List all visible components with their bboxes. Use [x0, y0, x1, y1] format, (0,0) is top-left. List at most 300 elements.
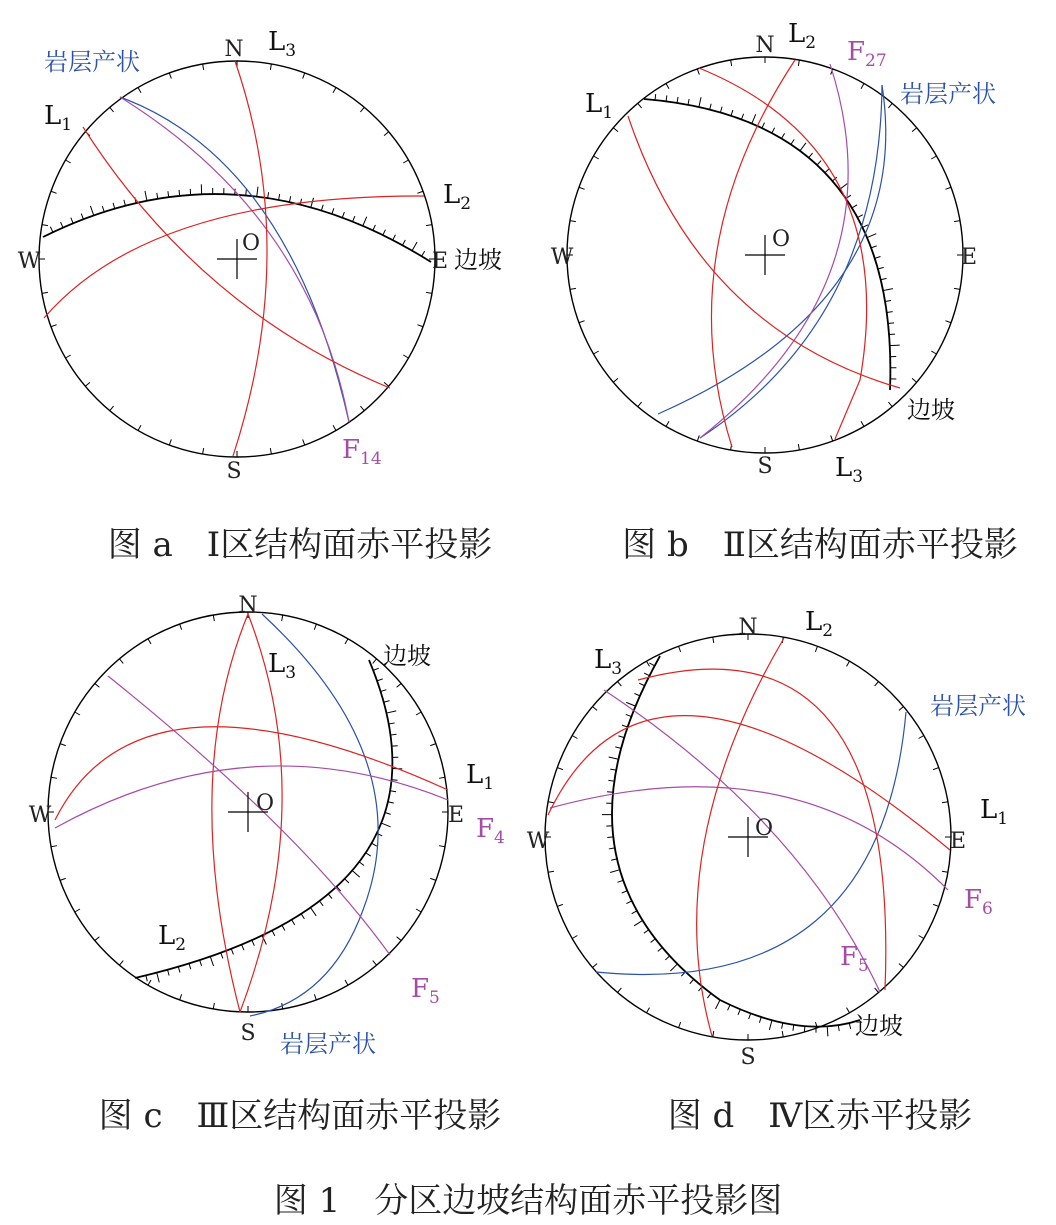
slope-hachure: [666, 95, 667, 101]
slope-hachure: [852, 205, 857, 208]
fault-great-circle: [604, 690, 880, 992]
perimeter-tick: [180, 624, 182, 630]
label-subscript: 14: [360, 449, 382, 469]
label-slope: [855, 1012, 903, 1040]
slope-hachure: [883, 289, 893, 291]
center-label: O: [755, 816, 774, 841]
slope-hachure: [608, 780, 614, 781]
label-subscript: 1: [61, 115, 73, 135]
slope-hachures: [602, 663, 851, 1036]
label-main: L: [835, 453, 853, 483]
label-l2: [805, 607, 833, 641]
slope-hachure: [81, 214, 83, 220]
perimeter-tick: [148, 980, 151, 985]
slope-hachure: [618, 736, 624, 738]
perimeter-tick: [594, 351, 599, 354]
label-main: 边坡: [454, 246, 502, 274]
perimeter-tick: [548, 802, 554, 803]
perimeter-tick: [314, 624, 316, 630]
slope-hachure: [759, 1017, 761, 1023]
slope-hachure: [875, 257, 881, 259]
slope-hachure: [728, 1005, 730, 1010]
perimeter-tick: [570, 221, 576, 222]
label-slope: [907, 396, 955, 424]
slope-hachure: [658, 947, 663, 951]
slope-hachure: [772, 128, 775, 133]
slope-hachure: [885, 301, 891, 302]
perimeter-tick: [397, 683, 402, 687]
slope-hachure: [878, 267, 884, 269]
slope-hachure: [282, 925, 285, 930]
perimeter-tick: [933, 904, 939, 906]
perimeter-tick: [51, 325, 57, 327]
perimeter-tick: [572, 736, 577, 739]
label-l3: [835, 453, 863, 487]
perimeter-tick: [815, 646, 817, 652]
perimeter-tick: [945, 321, 951, 323]
perimeter-tick: [579, 321, 585, 323]
perimeter-tick: [861, 84, 864, 89]
stereonet-panel-b: [551, 19, 1018, 565]
slope-hachure: [670, 964, 677, 971]
slope-hachure: [200, 960, 202, 966]
figure-caption: 图 1 分区边坡结构面赤平投影图: [273, 1181, 783, 1221]
slope-hachure: [321, 205, 323, 211]
slope-hachure: [610, 769, 616, 770]
label-l3: [594, 645, 622, 679]
slope-hachure: [782, 133, 785, 138]
joint-great-circle: [711, 60, 795, 447]
label-main: L: [805, 607, 823, 637]
label-subscript: 5: [858, 956, 869, 976]
perimeter-tick: [203, 448, 204, 454]
slope-hachure: [838, 1025, 839, 1031]
perimeter-tick: [613, 128, 618, 132]
slope-hachure: [716, 1000, 720, 1009]
slope-hachure: [610, 870, 620, 873]
perimeter-tick: [373, 961, 377, 966]
perimeter-tick: [954, 288, 960, 289]
label-subscript: 4: [494, 828, 505, 848]
slope-hachure: [359, 862, 364, 866]
label-l1: [466, 760, 494, 794]
perimeter-tick: [618, 681, 622, 686]
label-main: L: [44, 101, 62, 131]
perimeter-tick: [426, 225, 432, 226]
perimeter-tick: [169, 439, 171, 445]
perimeter-tick: [439, 777, 445, 778]
slope-hachure: [145, 191, 147, 201]
perimeter-tick: [345, 639, 348, 644]
stereonet-panel-a: [18, 27, 502, 565]
perimeter-tick: [697, 69, 699, 75]
perimeter-tick: [42, 292, 48, 293]
perimeter-tick: [148, 639, 151, 644]
perimeter-tick: [572, 936, 577, 939]
slope-hachure: [366, 853, 371, 856]
perimeter-tick: [888, 402, 892, 407]
slope-hachure: [390, 791, 396, 792]
perimeter-tick: [713, 1031, 714, 1037]
perimeter-tick: [303, 439, 305, 445]
perimeter-tick: [119, 961, 123, 966]
direction-w: W: [17, 249, 41, 274]
slope-hachure: [888, 323, 894, 324]
perimeter-tick: [888, 103, 892, 108]
direction-s: S: [757, 454, 773, 479]
perimeter-tick: [417, 191, 423, 193]
joint-great-circle: [44, 196, 424, 318]
slope-hachure: [210, 957, 213, 966]
slope-hachure: [749, 1013, 751, 1019]
slope-hachure: [655, 94, 656, 100]
label-bedding: [44, 48, 140, 76]
perimeter-tick: [430, 744, 436, 746]
perimeter-tick: [95, 937, 100, 941]
perimeter-tick: [942, 802, 948, 803]
panel-caption-a: 图 a Ⅰ区结构面赤平投影: [107, 525, 493, 565]
perimeter-tick: [912, 128, 917, 132]
perimeter-tick: [912, 378, 917, 382]
perimeter-tick: [75, 712, 80, 715]
slope-hachure: [352, 871, 360, 878]
perimeter-tick: [180, 994, 182, 1000]
slope-hachure: [353, 216, 355, 222]
slope-hachure: [607, 837, 613, 838]
slope-hachure: [857, 215, 862, 218]
label-main: 岩层产状: [280, 1030, 376, 1058]
slope-hachure: [887, 312, 893, 313]
slope-hachure: [615, 747, 621, 749]
perimeter-tick: [66, 160, 71, 163]
slope-hachure: [741, 114, 743, 120]
perimeter-tick: [373, 659, 377, 664]
slope-hachure: [769, 1020, 772, 1030]
slope-hachure: [377, 679, 383, 681]
slope-hachure: [677, 97, 678, 103]
perimeter-tick: [403, 355, 408, 358]
slope-hachure: [189, 964, 191, 970]
perimeter-tick: [403, 160, 408, 163]
slope-great-circle: [612, 656, 860, 1027]
label-main: F: [342, 435, 361, 465]
label-f6: [964, 885, 993, 919]
slope-hachure: [168, 191, 169, 197]
slope-hachure: [634, 693, 639, 695]
joint-great-circle: [548, 716, 950, 850]
slope-hachure: [328, 894, 332, 899]
label-main: L: [594, 645, 612, 675]
perimeter-tick: [899, 964, 904, 968]
slope-hachure: [752, 114, 756, 123]
perimeter-tick: [138, 88, 141, 93]
slope-hachure: [168, 970, 170, 976]
slope-hachure: [649, 663, 654, 666]
slope-hachure: [665, 956, 669, 960]
label-subscript: 6: [982, 899, 993, 919]
perimeter-tick: [638, 402, 642, 407]
slope-hachure: [867, 234, 876, 238]
slope-hachure: [644, 930, 649, 933]
slope-hachure: [825, 169, 829, 173]
perimeter-tick: [60, 878, 66, 880]
slope-hachure: [252, 940, 254, 945]
perimeter-tick: [618, 988, 622, 993]
slope-hachure: [157, 193, 158, 199]
perimeter-tick: [831, 435, 833, 441]
slope-hachure: [332, 208, 334, 214]
perimeter-tick: [203, 64, 204, 70]
perimeter-tick: [270, 64, 271, 70]
slope-hachure: [626, 901, 631, 904]
label-main: L: [268, 27, 286, 57]
perimeter-tick: [731, 60, 732, 66]
label-subscript: 3: [852, 467, 864, 487]
slope-hachure: [319, 901, 323, 906]
label-subscript: 1: [602, 103, 614, 123]
slope-hachure: [422, 251, 425, 256]
label-main: L: [466, 760, 484, 790]
label-subscript: 3: [611, 659, 623, 679]
perimeter-tick: [592, 964, 597, 968]
label-main: 岩层产状: [900, 80, 996, 108]
label-main: L: [585, 89, 603, 119]
perimeter-tick: [899, 707, 904, 711]
slope-hachure: [644, 673, 649, 676]
slope-hachure: [246, 189, 247, 195]
perimeter-tick: [933, 768, 939, 770]
label-main: F: [411, 974, 430, 1004]
slope-hachure: [402, 240, 405, 245]
label-bedding: [280, 1030, 376, 1058]
slope-hachure: [793, 1025, 794, 1031]
center-label: O: [242, 231, 261, 256]
perimeter-tick: [416, 712, 421, 715]
slope-hachure: [385, 813, 391, 815]
slope-hachure: [707, 993, 711, 998]
label-main: 边坡: [383, 642, 431, 670]
perimeter-tick: [798, 60, 799, 66]
perimeter-tick: [931, 156, 936, 159]
slope-hachure: [373, 668, 379, 670]
joint-great-circle: [55, 727, 448, 820]
perimeter-tick: [60, 744, 66, 746]
perimeter-tick: [439, 846, 445, 847]
slope-hachure: [90, 206, 93, 215]
perimeter-tick: [110, 107, 114, 112]
direction-e: E: [949, 829, 967, 854]
perimeter-tick: [548, 871, 554, 872]
label-subscript: 1: [483, 774, 495, 794]
stereonet-panel-c: [29, 593, 505, 1136]
slope-hachure: [272, 931, 275, 936]
direction-s: S: [240, 1021, 256, 1046]
perimeter-tick: [303, 73, 305, 79]
label-subscript: 5: [429, 988, 440, 1008]
slope-hachure: [102, 206, 104, 212]
direction-w: W: [550, 245, 574, 270]
slope-hachure: [863, 225, 868, 228]
direction-n: N: [224, 37, 244, 62]
perimeter-tick: [570, 288, 576, 289]
perimeter-tick: [919, 736, 924, 739]
label-main: F: [847, 37, 866, 67]
slope-hachure: [50, 227, 53, 232]
slope-hachure: [373, 225, 376, 230]
slope-hachure: [634, 920, 642, 925]
perimeter-tick: [66, 355, 71, 358]
perimeter-tick: [594, 156, 599, 159]
slope-hachure: [849, 1023, 850, 1029]
slope-great-circle: [644, 99, 890, 390]
perimeter-tick: [919, 936, 924, 939]
slope-hachure: [383, 230, 386, 235]
slope-hachure: [393, 235, 396, 240]
perimeter-tick: [360, 107, 364, 112]
perimeter-tick: [333, 88, 336, 93]
direction-s: S: [740, 1045, 756, 1070]
perimeter-tick: [875, 681, 879, 686]
perimeter-tick: [417, 325, 423, 327]
slope-hachure: [688, 99, 689, 105]
panel-caption-b: 图 b Ⅱ区结构面赤平投影: [622, 525, 1018, 565]
bedding-great-circle: [700, 85, 882, 438]
slope-hachure: [632, 911, 637, 914]
perimeter-tick: [333, 425, 336, 430]
perimeter-tick: [426, 292, 432, 293]
slope-hachure: [300, 199, 301, 205]
direction-n: N: [238, 593, 258, 618]
direction-e: E: [447, 803, 465, 828]
slope-hachure: [611, 859, 617, 860]
label-subscript: 1: [997, 809, 1009, 829]
perimeter-tick: [138, 425, 141, 430]
slope-hachure: [372, 843, 377, 846]
slope-hachure: [762, 123, 765, 128]
slope-hachure: [342, 212, 344, 218]
label-subscript: 3: [285, 663, 297, 683]
slope-hachure: [179, 190, 180, 196]
label-slope: [454, 246, 502, 274]
slope-hachure: [231, 949, 233, 955]
perimeter-tick: [95, 683, 100, 687]
label-subscript: 27: [865, 51, 887, 71]
slope-hachure: [301, 914, 304, 919]
direction-n: N: [755, 33, 775, 58]
perimeter-tick: [666, 84, 669, 89]
slope-hachure: [242, 945, 244, 951]
perimeter-tick: [51, 191, 57, 193]
slope-hachure: [720, 107, 722, 113]
perimeter-tick: [85, 382, 90, 386]
joint-great-circle: [212, 614, 248, 1012]
slope-hachure: [146, 975, 147, 981]
label-main: F: [476, 814, 495, 844]
slope-hachure: [157, 973, 160, 983]
slope-hachure: [622, 725, 628, 727]
slope-hachure: [817, 161, 821, 165]
label-main: L: [158, 921, 176, 951]
label-subscript: 2: [175, 935, 187, 955]
perimeter-tick: [270, 448, 271, 454]
label-f27: [847, 37, 887, 71]
perimeter-tick: [713, 637, 714, 643]
label-l1: [980, 795, 1008, 829]
center-label: O: [256, 791, 275, 816]
label-main: 边坡: [855, 1012, 903, 1040]
slope-hachure: [178, 967, 180, 973]
label-l1: [585, 89, 613, 123]
slope-hachure: [809, 153, 813, 158]
label-subscript: 2: [822, 621, 834, 641]
slope-hachure: [881, 278, 887, 279]
slope-hachure: [651, 939, 656, 943]
slope-hachure: [412, 242, 417, 251]
perimeter-tick: [557, 768, 563, 770]
slope-hachure: [292, 920, 295, 925]
perimeter-tick: [942, 871, 948, 872]
direction-s: S: [226, 459, 242, 484]
label-main: F: [964, 885, 983, 915]
label-l1: [44, 101, 72, 135]
slope-hachure: [363, 217, 367, 226]
perimeter-tick: [666, 421, 669, 426]
label-subscript: 2: [805, 33, 817, 53]
perimeter-tick: [169, 73, 171, 79]
label-main: 边坡: [907, 396, 955, 424]
perimeter-tick: [282, 615, 283, 621]
stereonet-panel-d: [527, 607, 1026, 1136]
perimeter-tick: [579, 187, 585, 189]
perimeter-tick: [119, 659, 123, 664]
perimeter-tick: [861, 421, 864, 426]
label-subscript: 2: [460, 194, 472, 214]
slope-hachure: [626, 714, 632, 716]
perimeter-tick: [954, 221, 960, 222]
perimeter-tick: [51, 846, 57, 847]
direction-e: E: [431, 249, 449, 274]
perimeter-tick: [847, 1008, 850, 1013]
perimeter-tick: [697, 435, 699, 441]
slope-hachure: [699, 97, 701, 107]
slope-hachure: [384, 701, 390, 703]
perimeter-tick: [397, 937, 402, 941]
slope-hachure: [310, 908, 316, 916]
perimeter-tick: [679, 1022, 681, 1028]
direction-w: W: [526, 829, 550, 854]
bedding-great-circle: [596, 712, 906, 974]
slope-hachure: [710, 104, 711, 110]
label-bedding: [900, 80, 996, 108]
perimeter-tick: [314, 994, 316, 1000]
joint-great-circle: [628, 116, 900, 388]
label-l3: [268, 649, 296, 683]
panel-caption-c: 图 c Ⅲ区结构面赤平投影: [98, 1096, 502, 1136]
direction-e: E: [960, 245, 978, 270]
slope-hachure: [381, 823, 390, 827]
perimeter-tick: [613, 378, 618, 382]
label-bedding: [930, 692, 1026, 720]
slope-hachure: [738, 1009, 740, 1015]
label-main: L: [788, 19, 806, 49]
perimeter-tick: [638, 103, 642, 108]
label-l2: [788, 19, 816, 53]
perimeter-tick: [384, 132, 389, 136]
perimeter-tick: [679, 646, 681, 652]
slope-hachure: [690, 979, 694, 984]
label-l3: [268, 27, 296, 61]
slope-hachure: [389, 723, 395, 724]
